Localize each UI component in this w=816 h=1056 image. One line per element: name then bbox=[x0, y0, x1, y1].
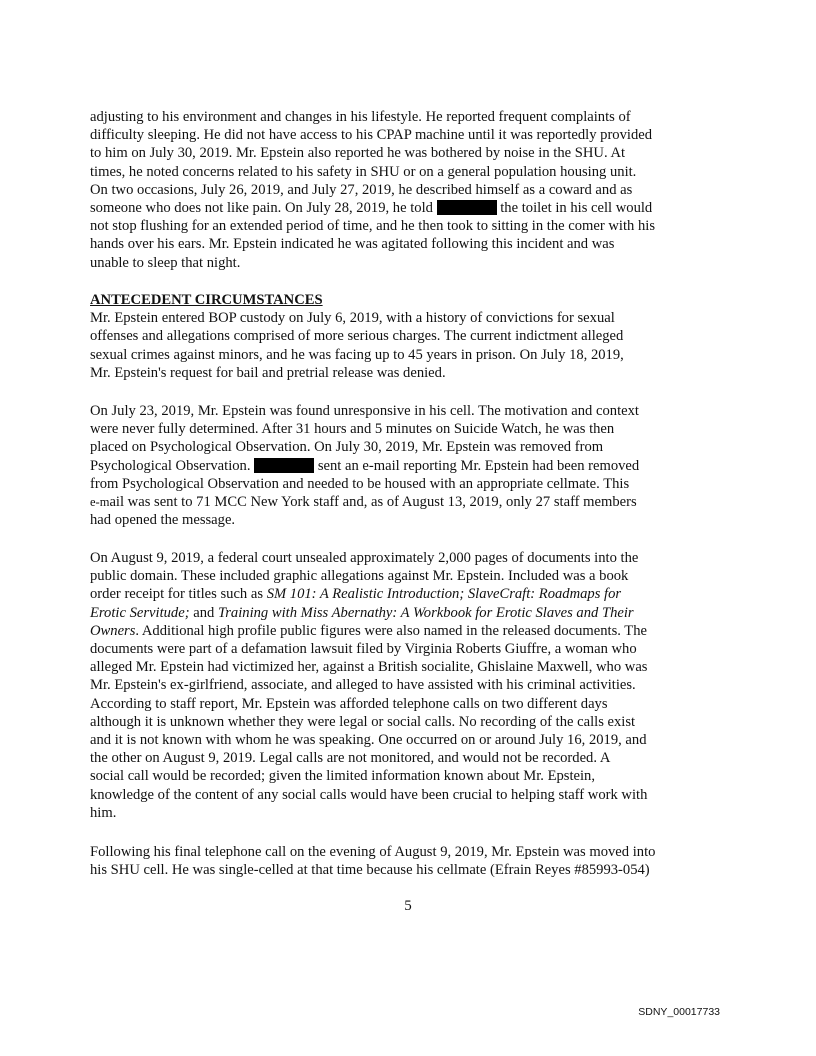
text-line: Mr. Epstein entered BOP custody on July 6, 2019, with a history of convictions for sexual bbox=[90, 310, 615, 327]
text-line: On July 23, 2019, Mr. Epstein was found unresponsive in his cell. The motivation and context bbox=[90, 403, 639, 419]
paragraph-unsealed-documents bbox=[90, 549, 730, 822]
text-line bbox=[90, 585, 730, 603]
text-line: Mr. Epstein's ex-girlfriend, associate, and alleged to have assisted with his criminal activities. bbox=[90, 677, 636, 694]
book-title: Owners bbox=[90, 622, 136, 639]
text-fragment: Psychological Observation. bbox=[90, 457, 251, 474]
text-line: public domain. These included graphic allegations against Mr. Epstein. Included was a book bbox=[90, 568, 629, 585]
book-title: SM 101: A Realistic Introduction; SlaveCraft: Roadmaps for bbox=[266, 586, 622, 603]
paragraph-final-call bbox=[90, 843, 730, 879]
text-fragment: e-m bbox=[90, 495, 110, 510]
text-fragment: and bbox=[189, 604, 218, 621]
text-line: him. bbox=[90, 804, 117, 821]
text-line: not stop flushing for an extended period of time, and he then took to sitting in the comer with his bbox=[90, 218, 656, 235]
text-line: difficulty sleeping. He did not have access to his CPAP machine until it was reportedly provided bbox=[90, 127, 653, 144]
text-fragment: order receipt for titles such as bbox=[90, 586, 267, 603]
section-heading: ANTECEDENT CIRCUMSTANCES bbox=[90, 292, 323, 308]
paragraph-sleep-complaints bbox=[90, 108, 730, 272]
text-fragment: sent an e-mail reporting Mr. Epstein had been removed bbox=[317, 457, 640, 474]
text-line: and it is not known with whom he was speaking. One occurred on or around July 16, 2019, and bbox=[90, 732, 647, 749]
bates-number: SDNY_00017733 bbox=[638, 1006, 720, 1018]
text-line: from Psychological Observation and needed to be housed with an appropriate cellmate. This bbox=[90, 475, 630, 492]
text-line: his SHU cell. He was single-celled at that time because his cellmate (Efrain Reyes #85993-054) bbox=[90, 862, 650, 879]
text-line: although it is unknown whether they were legal or social calls. No recording of the calls exist bbox=[90, 713, 636, 730]
text-line: On August 9, 2019, a federal court unsealed approximately 2,000 pages of documents into the bbox=[90, 550, 639, 566]
text-line: unable to sleep that night. bbox=[90, 254, 241, 271]
paragraph-psych-observation bbox=[90, 402, 730, 529]
text-line bbox=[90, 199, 730, 217]
text-line: social call would be recorded; given the limited information known about Mr. Epstein, bbox=[90, 768, 595, 785]
text-fragment: . Additional high profile public figures were also named in the released documents. The bbox=[135, 622, 647, 639]
text-line: According to staff report, Mr. Epstein was afforded telephone calls on two different days bbox=[90, 695, 608, 712]
text-fragment: ail was sent to 71 MCC New York staff and, as of August 13, 2019, only 27 staff members bbox=[109, 494, 637, 511]
text-line: offenses and allegations comprised of more serious charges. The current indictment alleged bbox=[90, 328, 624, 345]
text-line bbox=[90, 622, 730, 640]
text-line: hands over his ears. Mr. Epstein indicated he was agitated following this incident and was bbox=[90, 236, 615, 253]
text-line bbox=[90, 457, 730, 475]
text-line bbox=[90, 604, 730, 622]
text-fragment: the toilet in his cell would bbox=[500, 200, 653, 217]
text-fragment: someone who does not like pain. On July 28, 2019, he told bbox=[90, 200, 433, 217]
text-line: the other on August 9, 2019. Legal calls are not monitored, and would not be recorded. A bbox=[90, 750, 611, 767]
redaction-box bbox=[254, 458, 314, 473]
book-title: Erotic Servitude; bbox=[90, 604, 190, 621]
text-line: documents were part of a defamation lawsuit filed by Virginia Roberts Giuffre, a woman who bbox=[90, 641, 637, 658]
text-line: sexual crimes against minors, and he was facing up to 45 years in prison. On July 18, 2019, bbox=[90, 346, 624, 363]
text-line: were never fully determined. After 31 hours and 5 minutes on Suicide Watch, he was then bbox=[90, 421, 615, 438]
text-line: Following his final telephone call on the evening of August 9, 2019, Mr. Epstein was moved into bbox=[90, 844, 656, 860]
text-line: knowledge of the content of any social calls would have been crucial to helping staff work with bbox=[90, 786, 648, 803]
text-line: times, he noted concerns related to his safety in SHU or on a general population housing unit. bbox=[90, 163, 637, 180]
book-title: Training with Miss Abernathy: A Workbook for Erotic Slaves and Their bbox=[217, 604, 634, 621]
text-line: adjusting to his environment and changes in his lifestyle. He reported frequent complaints of bbox=[90, 109, 631, 125]
page-number: 5 bbox=[404, 898, 412, 914]
text-line: had opened the message. bbox=[90, 512, 236, 529]
text-line: On two occasions, July 26, 2019, and July 27, 2019, he described himself as a coward and as bbox=[90, 181, 633, 198]
text-line bbox=[90, 493, 730, 511]
text-line: to him on July 30, 2019. Mr. Epstein also reported he was bothered by noise in the SHU. At bbox=[90, 145, 626, 162]
text-line: alleged Mr. Epstein had victimized her, against a British socialite, Ghislaine Maxwell, who was bbox=[90, 659, 648, 676]
text-line: Mr. Epstein's request for bail and pretrial release was denied. bbox=[90, 364, 446, 381]
text-line: placed on Psychological Observation. On July 30, 2019, Mr. Epstein was removed from bbox=[90, 439, 604, 456]
section-antecedent-circumstances bbox=[90, 291, 730, 382]
redaction-box bbox=[437, 200, 497, 215]
